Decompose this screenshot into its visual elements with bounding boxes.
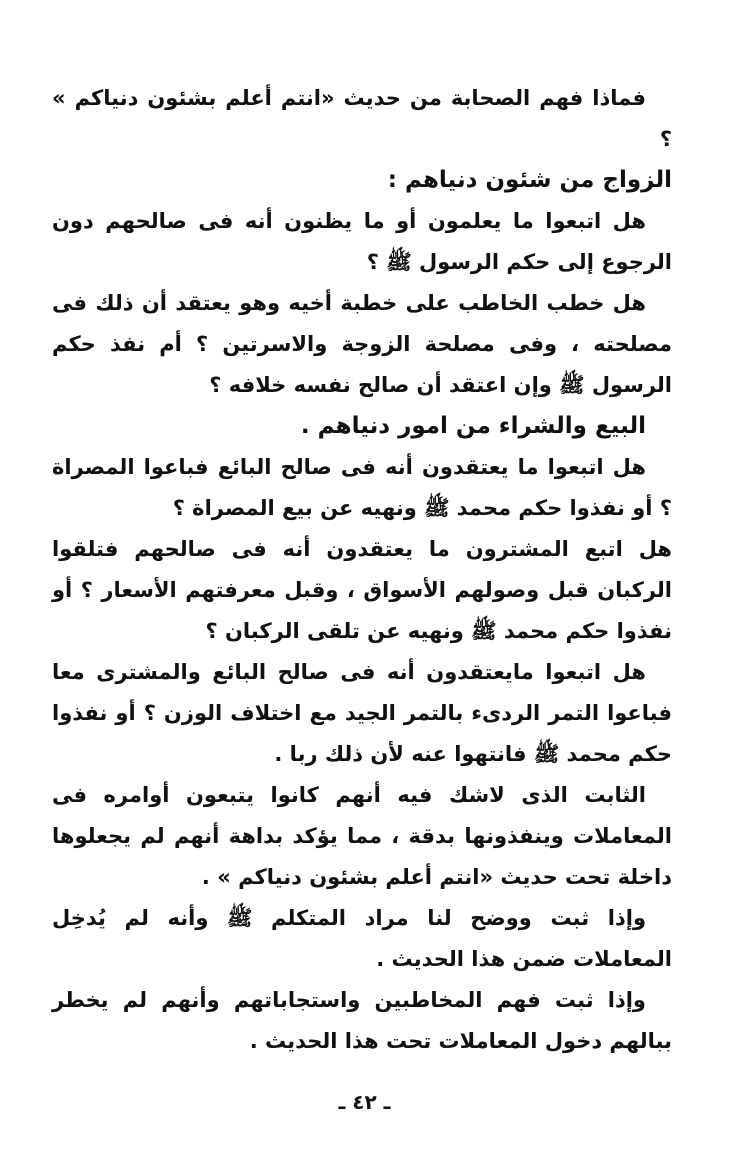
section-heading-marriage: الزواج من شئون دنياهم : [387,167,672,193]
paragraph-7: الثابت الذى لاشك فيه أنهم كانوا يتبعون أوامره فى المعاملات وينفذونها بدقة ، مما يؤكد بداهة أنهم لم يجعلوها داخلة تحت حديث «انتم أعلم بشئون دنياكم » . [52,783,672,889]
paragraph-8: وإذا ثبت ووضح لنا مراد المتكلم ﷺ وأنه لم يُدخِل المعاملات ضمن هذا الحديث . [52,906,672,971]
paragraph-1: فماذا فهم الصحابة من حديث «انتم أعلم بشئون دنياكم » ؟ [52,86,672,151]
paragraph-4: هل اتبعوا ما يعتقدون أنه فى صالح البائع فباعوا المصراة ؟ أو نفذوا حكم محمد ﷺ ونهيه عن بيع المصراة ؟ [52,455,672,520]
paragraph-5: هل اتبع المشترون ما يعتقدون أنه فى صالحهم فتلقوا الركبان قبل وصولهم الأسواق ، وقبل معرفتهم الأسعار ؟ أو نفذوا حكم محمد ﷺ ونهيه عن تلقى الركبان ؟ [52,537,672,643]
paragraph-6: هل اتبعوا مايعتقدون أنه فى صالح البائع والمشترى معا فباعوا التمر الردىء بالتمر الجيد مع اختلاف الوزن ؟ أو نفذوا حكم محمد ﷺ فانتهوا عنه لأن ذلك ربا . [52,660,672,766]
paragraph-2: هل اتبعوا ما يعلمون أو ما يظنون أنه فى صالحهم دون الرجوع إلى حكم الرسول ﷺ ؟ [52,209,672,274]
paragraph-3: هل خطب الخاطب على خطبة أخيه وهو يعتقد أن ذلك فى مصلحته ، وفى مصلحة الزوجة والاسرتين ؟ أم نفذ حكم الرسول ﷺ وإن اعتقد أن صالح نفسه خلافه ؟ [52,291,672,397]
page-body [52,78,672,1062]
paragraph-9: وإذا ثبت فهم المخاطبين واستجاباتهم وأنهم لم يخطر ببالهم دخول المعاملات تحت هذا الحديث . [52,988,672,1053]
page-number: ـ ٤٢ ـ [338,1090,391,1114]
section-heading-trade: البيع والشراء من امور دنياهم . [300,413,646,439]
